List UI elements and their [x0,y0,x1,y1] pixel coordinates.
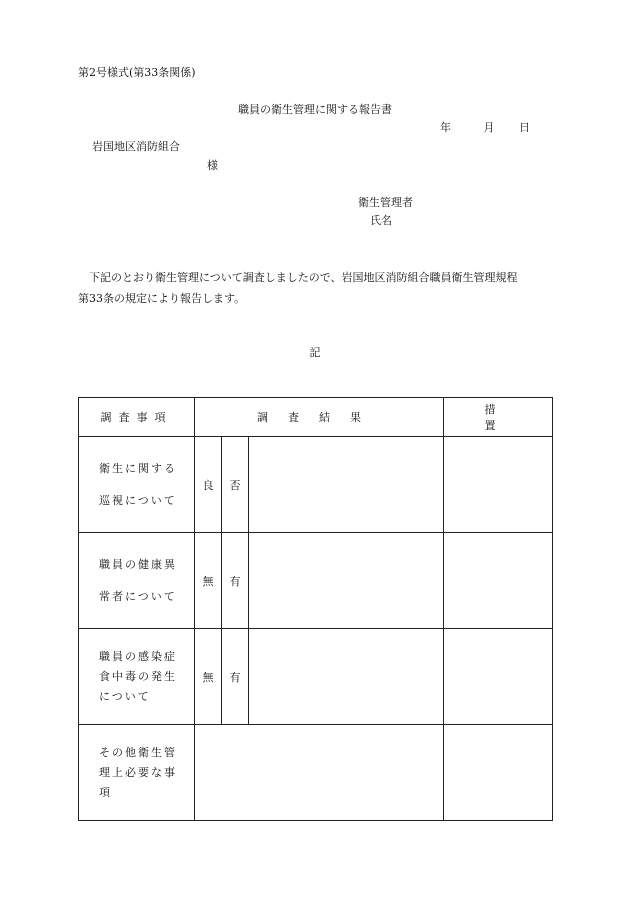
item-label-line: その他衛生管 [99,745,177,759]
table-header-row [79,398,553,437]
header-result: 調査結果 [195,398,444,437]
body-line-2: 第33条の規定により報告します。 [78,292,246,305]
table-row [79,725,553,821]
officer-title: 衛生管理者 [358,196,413,209]
item-label-line: 理上必要な事 [99,765,177,779]
item-label-line: 項 [99,785,112,799]
mark-a: 無 [195,533,222,629]
item-label [79,533,195,629]
addressee-honorific: 様 [207,159,218,172]
result-cell[interactable] [249,533,444,629]
addressee-organization: 岩国地区消防組合 [92,140,180,153]
item-label [79,437,195,533]
item-label-line: について [99,689,151,703]
form-number: 第2号様式(第33条関係) [78,66,196,79]
date-day: 日 [519,121,530,134]
table-row [79,437,553,533]
item-label-line: 巡視について [99,493,177,507]
mark-b: 否 [222,437,249,533]
mark-b: 有 [222,629,249,725]
item-label-line: 常者について [99,589,177,603]
document-title: 職員の衛生管理に関する報告書 [238,103,392,116]
date-line [440,121,530,134]
survey-table [78,397,553,821]
ki-mark: 記 [309,346,321,359]
result-cell[interactable] [249,437,444,533]
table-row [79,533,553,629]
item-label [79,725,195,821]
mark-b: 有 [222,533,249,629]
measure-cell[interactable] [444,533,553,629]
item-label-line: 職員の感染症 [99,649,177,663]
item-label [79,629,195,725]
date-year: 年 [440,121,451,134]
item-label-line: 職員の健康異 [99,557,177,571]
header-measure: 措置 [444,398,553,437]
officer-name-label: 氏名 [370,214,392,227]
measure-cell[interactable] [444,725,553,821]
result-cell[interactable] [195,725,444,821]
measure-cell[interactable] [444,629,553,725]
mark-a: 無 [195,629,222,725]
item-label-line: 衛生に関する [99,461,177,475]
result-cell[interactable] [249,629,444,725]
table-row [79,629,553,725]
body-text [78,267,558,309]
measure-cell[interactable] [444,437,553,533]
header-item: 調査事項 [79,398,195,437]
mark-a: 良 [195,437,222,533]
body-line-1: 下記のとおり衛生管理について調査しましたので、岩国地区消防組合職員衛生管理規程 [89,271,518,284]
date-month: 月 [483,121,495,134]
item-label-line: 食中毒の発生 [99,669,177,683]
